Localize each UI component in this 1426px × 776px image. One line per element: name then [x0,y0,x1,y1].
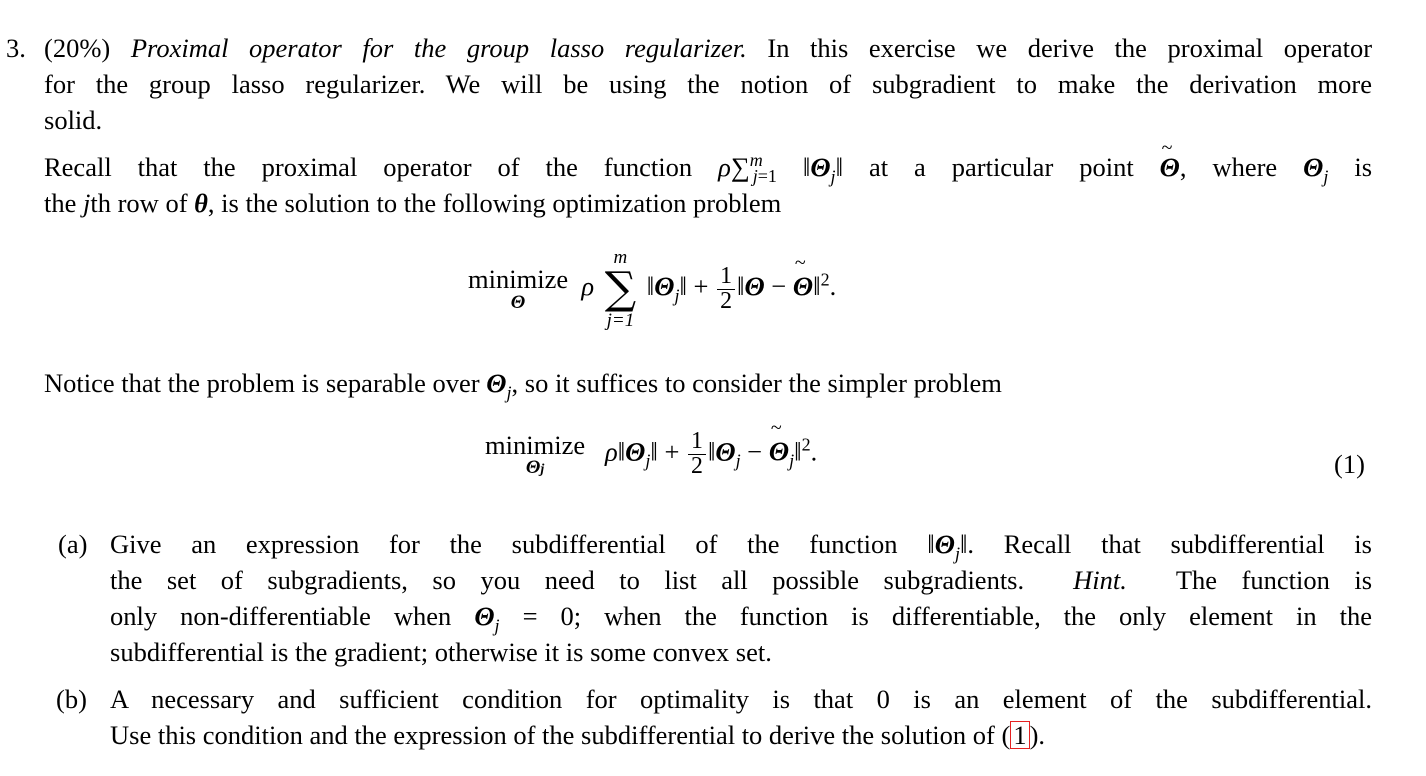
part-a-hint: Hint. [1073,565,1127,595]
part-b-line1: A necessary and sufficient condition for optimality is that 0 is an element of the subdifferential. [110,684,1372,714]
notice-text1: Notice that the problem is separable over [44,368,480,398]
problem-intro-line3: solid. [44,105,103,135]
recall-text3: , where [1179,152,1278,182]
eq1-half: $\frac{1}{2}$ [717,265,735,314]
problem-intro-line2: for the group lasso regularizer. We will be using the notion of subgradient to make the derivation more [44,69,1372,99]
part-a-text3: the set of subgradients, so you need to list all possible subgradients. [110,565,1025,595]
equation-2: minimize Θj $\rho‖\Theta_j‖$ + $\frac{1}{2}$ $‖\Theta_j$ − ~ $\Theta_j‖^2$. [485,430,817,479]
part-b-label: (b) [56,684,87,714]
problem-number: 3. [6,33,26,63]
problem-intro-text1: In this exercise we derive the proximal operator [767,33,1373,63]
recall-line2 [44,185,781,221]
part-a-text1: Give an expression for the subdifferential of the function [110,529,898,559]
part-a-text5: only non-differentiable when [110,601,452,631]
recall-theta-tilde: ~ Θ [1160,152,1180,182]
recall-line2-c: , is the solution to the following optimization problem [207,188,782,218]
recall-text4: is [1354,152,1373,182]
problem-weight: (20%) [44,33,111,63]
part-b-text: Use this condition and the expression of the subdifferential to derive the solution of ( [110,720,1011,750]
eq1-minimize: minimize Θ [468,264,569,313]
part-a-norm: $‖\Theta_j‖$ [927,529,968,564]
recall-line2-b: th row of [90,188,188,218]
part-a-line3: only non-differentiable when $\Theta_j = 0$; when the function is differentiable, the only element in the [110,601,1372,636]
recall-line2-a: the [44,188,77,218]
recall-theta-j: $\Theta_j$ [1303,152,1329,187]
part-a-label: (a) [58,529,88,559]
notice-text2: , so it suffices to consider the simpler problem [511,368,1002,398]
recall-text2: at a particular point [868,152,1134,182]
recall-text1: Recall that the proximal operator of the function [44,152,693,182]
part-a-line4: subdifferential is the gradient; otherwise it is some convex set. [110,637,772,667]
part-a-text4: The function is [1175,565,1373,595]
recall-theta: θ [194,188,208,218]
eq2-minimize: minimize Θj [485,429,586,479]
part-a-line1 [110,526,1372,562]
problem-title: Proximal operator for the group lasso regularizer. [130,33,747,63]
recall-inline-sum: ρ∑$^m_{j=1}$ $‖\Theta_j‖$ [718,150,844,187]
part-b-line2 [110,717,1045,753]
eq1-sum: m ∑ j=1 [604,247,637,331]
part-a-text6: = 0; when the function is differentiable, the only element in the [522,601,1372,631]
notice-line: Notice that the problem is separable over $\Theta_j$, so it suffices to consider the simpler problem [44,368,1002,403]
recall-j: j [83,188,91,218]
recall-line1 [44,149,1372,185]
part-b-text-end: ). [1029,720,1046,750]
part-a-line2 [110,562,1372,598]
equation-ref-link[interactable]: 1 [1010,721,1029,749]
equation-number-1: (1) [1334,449,1365,479]
problem-intro-line1 [44,30,1372,66]
equation-1: minimize Θ ρ m ∑ j=1 $‖\Theta_j‖$ + $\frac{1}{2}$ ‖Θ − ~ Θ‖$^2$. [468,248,836,330]
part-a-text2: . Recall that subdifferential is [967,529,1372,559]
eq2-half: $\frac{1}{2}$ [688,430,706,479]
